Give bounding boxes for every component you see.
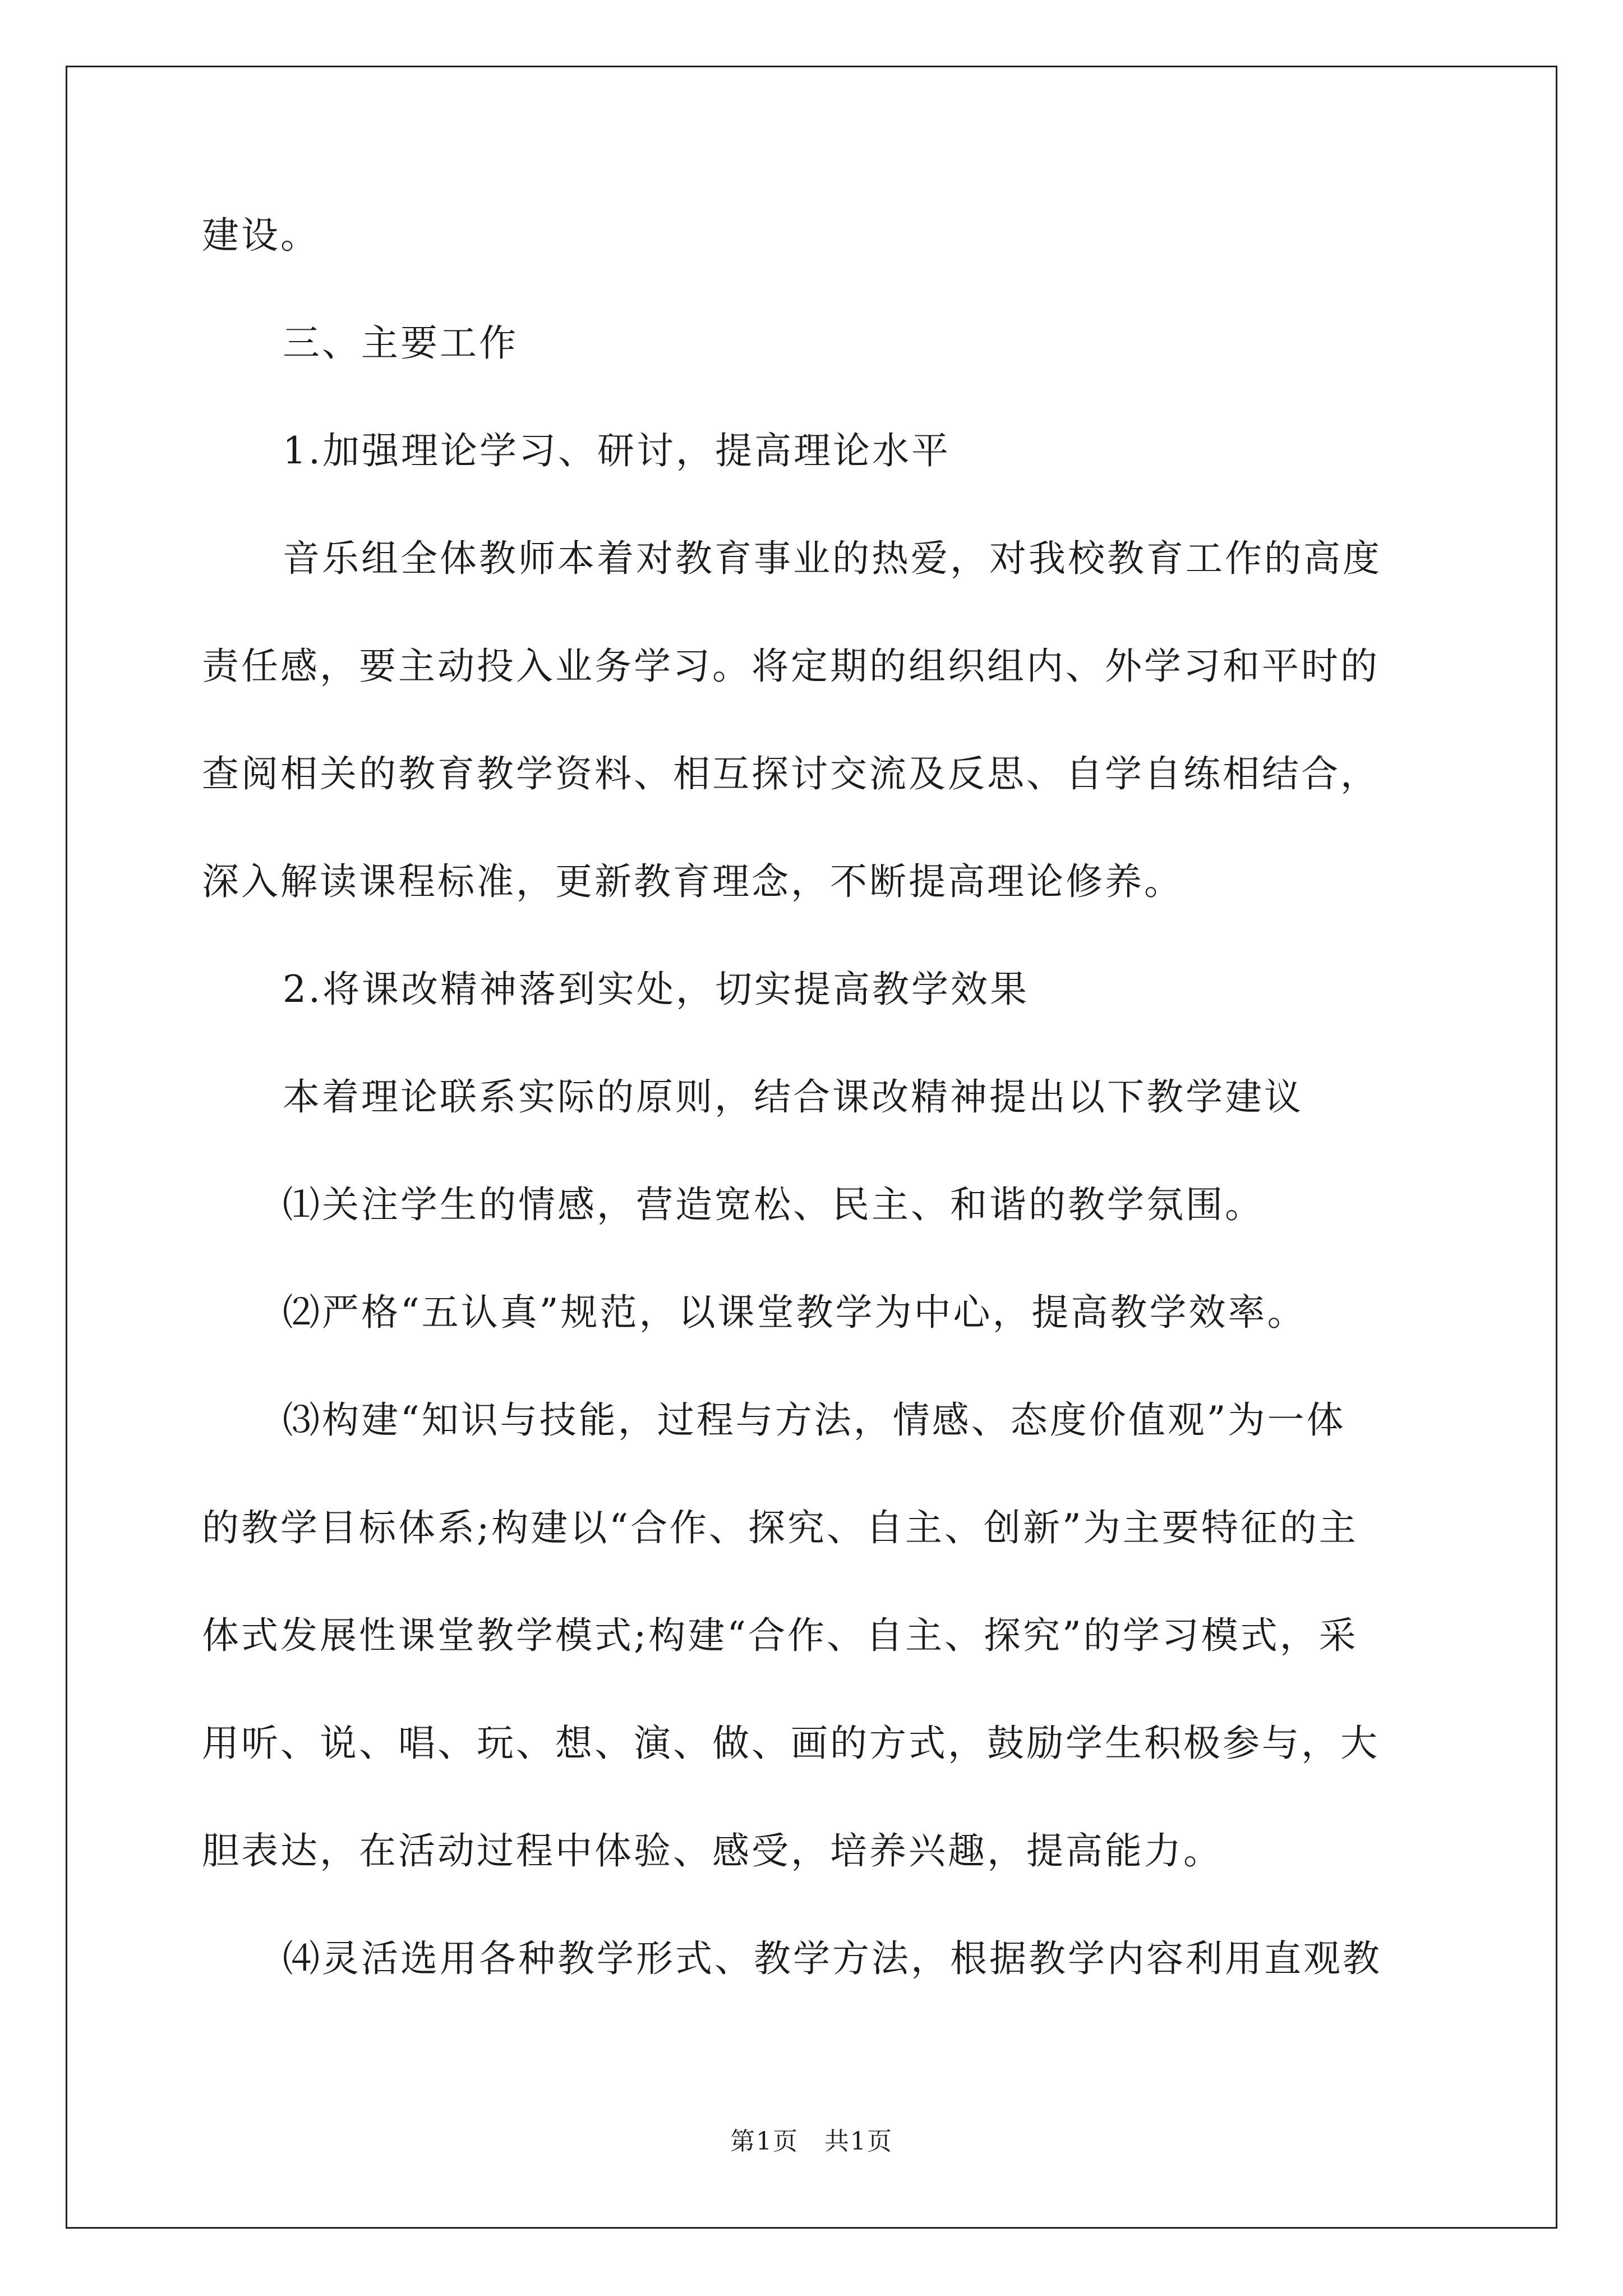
subsection-heading: 1.加强理论学习、研讨，提高理论水平: [283, 429, 951, 472]
text-line: 深入解读课程标准，更新教育理念，不断提高理论修养。: [202, 860, 1183, 903]
text-line: 本着理论联系实际的原则，结合课改精神提出以下教学建议: [283, 1075, 1303, 1119]
text-line: 体式发展性课堂教学模式;构建“合作、自主、探究”的学习模式，采: [202, 1614, 1358, 1657]
list-item: ⑶构建“知识与技能，过程与方法，情感、态度价值观”为一体: [283, 1398, 1346, 1442]
text-line: 查阅相关的教育教学资料、相互探讨交流及反思、自学自练相结合，: [202, 752, 1380, 795]
list-item: ⑵严格“五认真”规范，以课堂教学为中心，提高教学效率。: [283, 1291, 1307, 1334]
subsection-heading: 2.将课改精神落到实处，切实提高教学效果: [283, 968, 1029, 1011]
text-line: 用听、说、唱、玩、想、演、做、画的方式，鼓励学生积极参与，大: [202, 1722, 1380, 1765]
text-line: 的教学目标体系;构建以“合作、探究、自主、创新”为主要特征的主: [202, 1506, 1358, 1549]
text-line: 责任感，要主动投入业务学习。将定期的组织组内、外学习和平时的: [202, 645, 1380, 688]
page-number-footer: 第1页 共1页: [730, 2127, 893, 2156]
text-line: 建设。: [202, 214, 320, 257]
text-line: 音乐组全体教师本着对教育事业的热爱，对我校教育工作的高度: [283, 537, 1382, 580]
text-line: 胆表达，在活动过程中体验、感受，培养兴趣，提高能力。: [202, 1829, 1223, 1872]
document-body: [202, 209, 1424, 2040]
section-heading: 三、主要工作: [283, 321, 518, 365]
list-item: ⑴关注学生的情感，营造宽松、民主、和谐的教学氛围。: [283, 1183, 1264, 1226]
list-item: ⑷灵活选用各种教学形式、教学方法，根据教学内容利用直观教: [283, 1937, 1382, 1980]
